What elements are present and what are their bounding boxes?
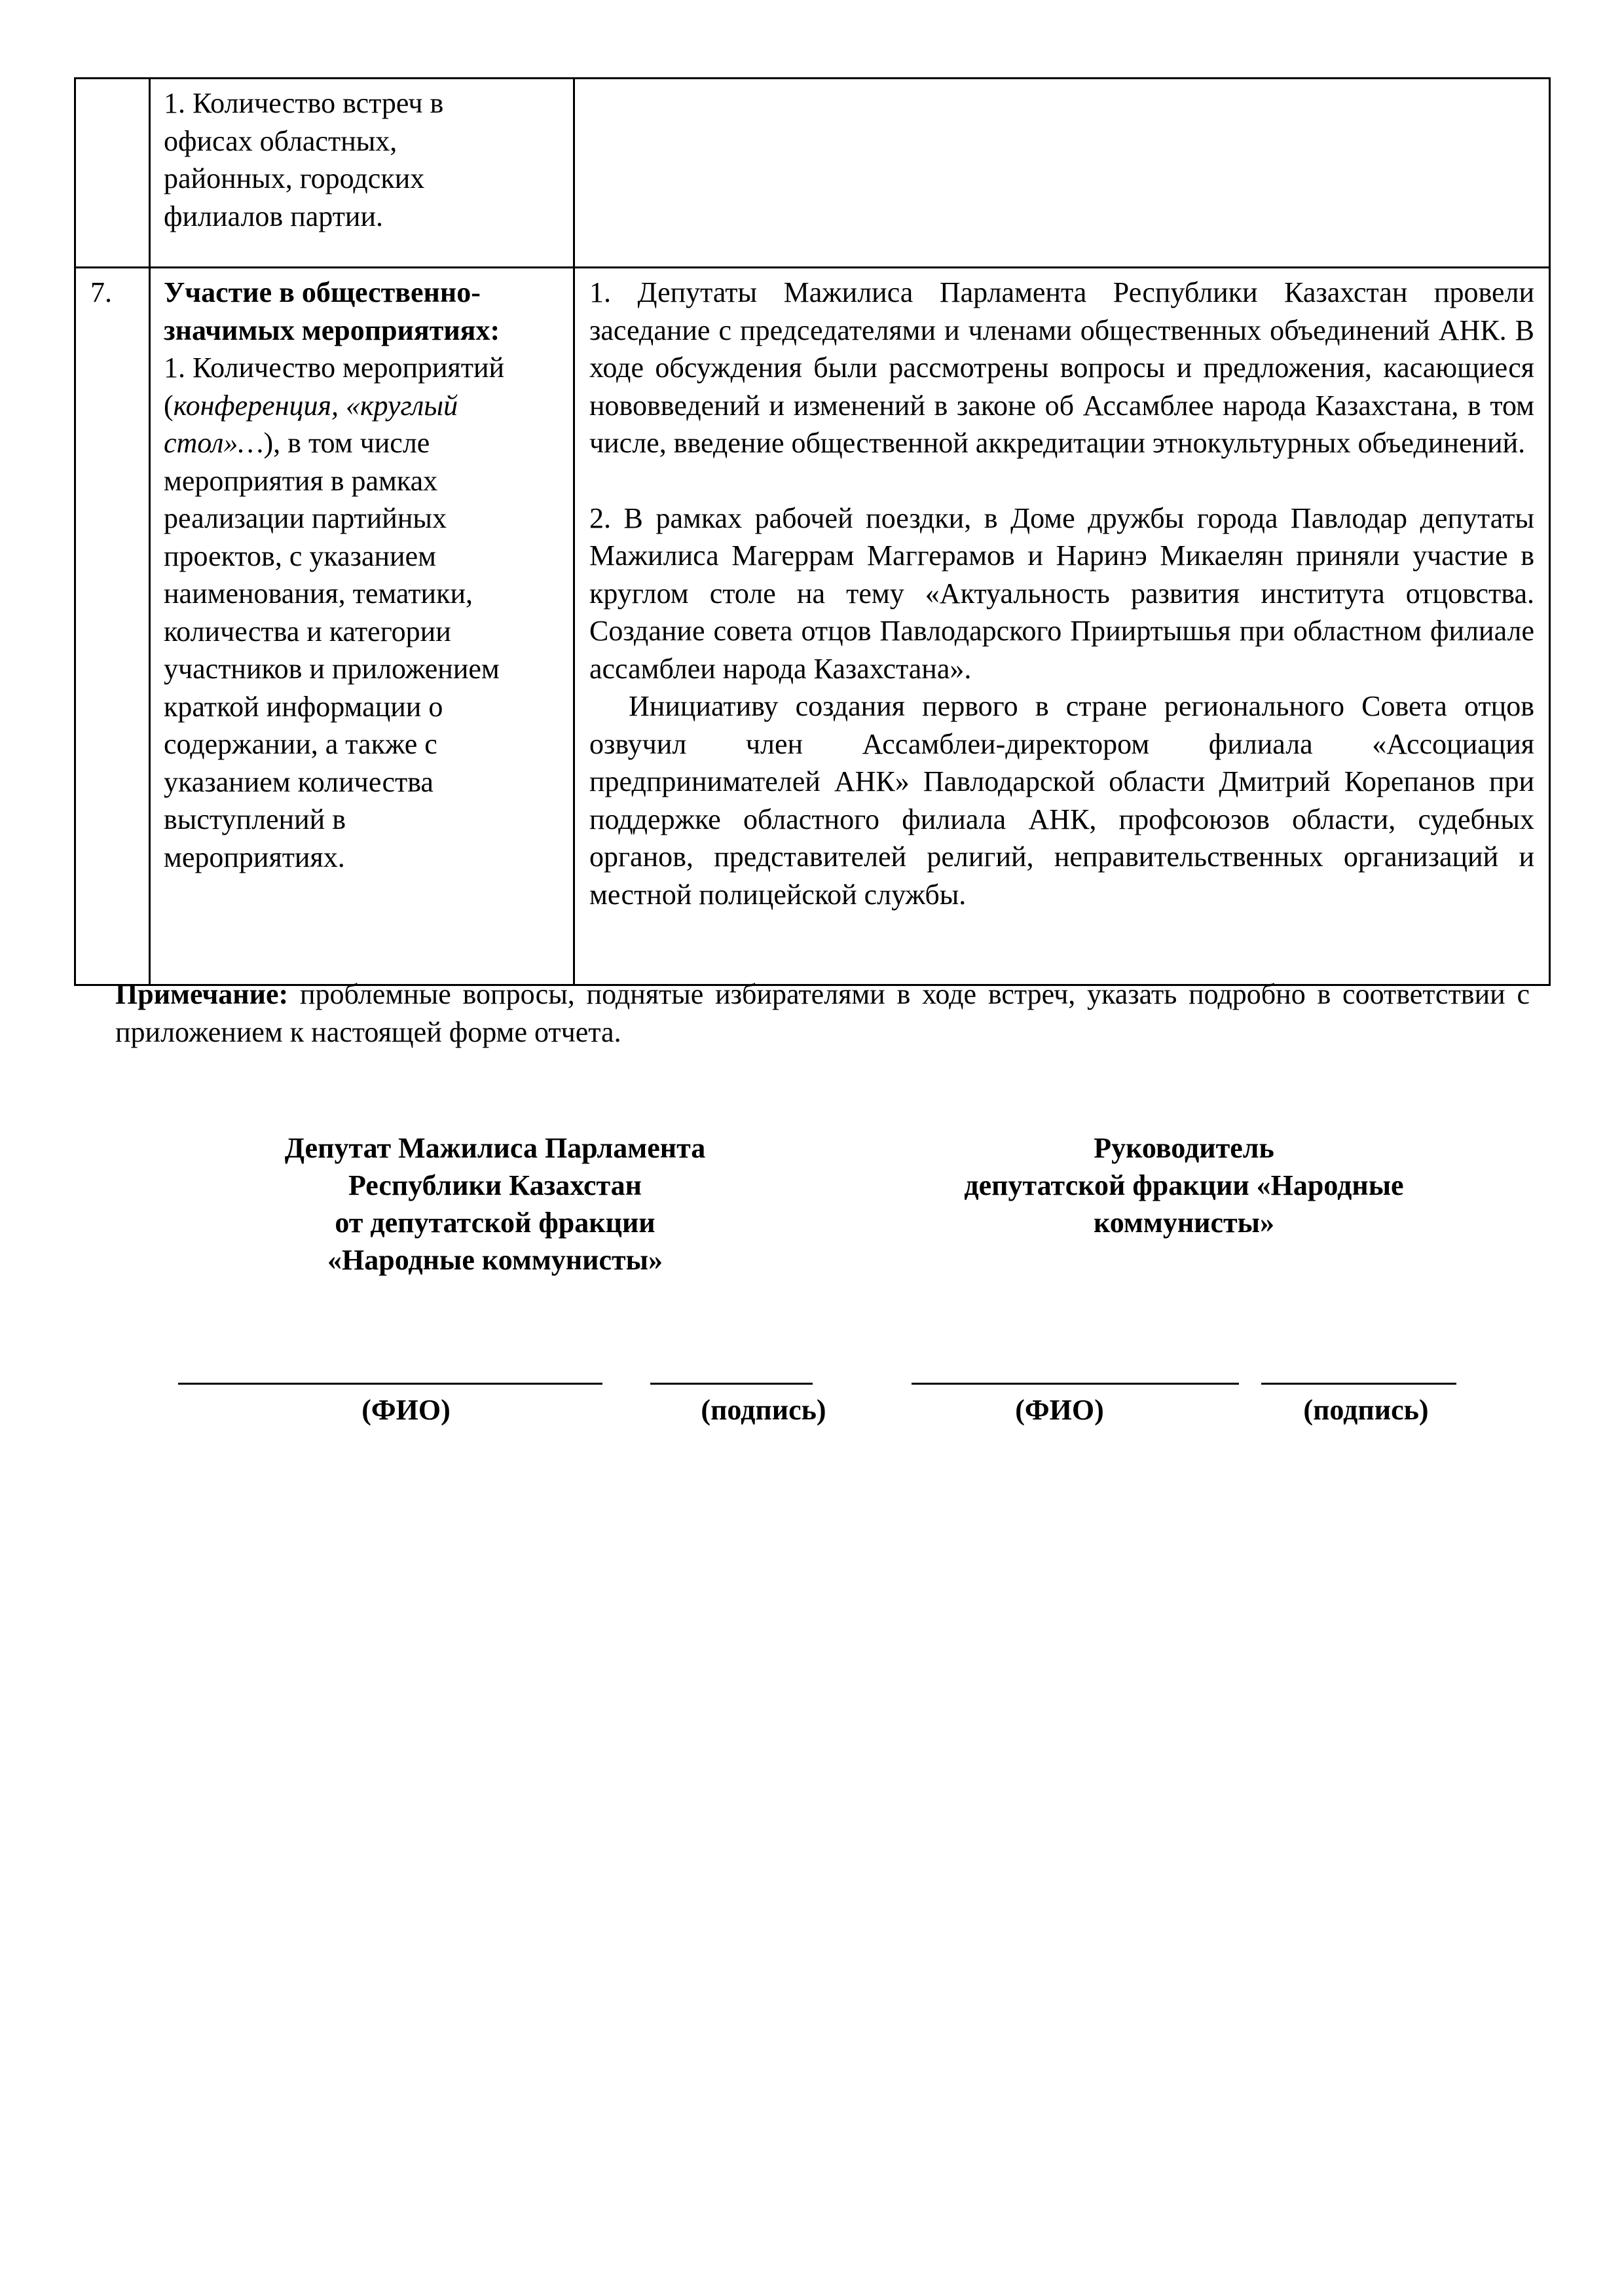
signature-caption-right: (подпись) xyxy=(1303,1394,1429,1426)
criterion-line: наименования, тематики, xyxy=(164,577,473,610)
criterion-line-rest: ), в том числе xyxy=(263,427,430,459)
signature-title-line: от депутатской фракции xyxy=(335,1207,655,1239)
criterion-paren: ( xyxy=(164,389,174,422)
criterion-line: краткой информации о xyxy=(164,690,443,723)
table-row xyxy=(75,268,1550,985)
report-text-cell xyxy=(574,268,1550,985)
report-paragraph: Инициативу создания первого в стране регионального Совета отцов озвучил член Ассамблеи-директором филиала «Ассоциация предпринимателей АНК» Павлодарской области Дмитрий Корепанов при поддержке областного филиала АНК, профсоюзов области, судебных органов, представителей религий, неправительственных организаций и местной полицейской службы. xyxy=(589,690,1534,911)
signature-title-right xyxy=(922,1129,1446,1241)
criterion-line: содержании, а также с xyxy=(164,728,437,760)
fio-line-right xyxy=(912,1383,1239,1385)
signature-title-line: коммунисты» xyxy=(1093,1207,1275,1239)
report-paragraph: 1. Депутаты Мажилиса Парламента Республики Казахстан провели заседание с председателями и членами общественных объединений АНК. В ходе обсуждения были рассмотрены вопросы и предложения, касающиеся нововведений и изменений в законе об Ассамблее народа Казахстана, в том числе, введение общественной аккредитации этнокультурных объединений. xyxy=(589,276,1534,459)
criterion-line: офисах областных, xyxy=(164,124,397,157)
criterion-line: реализации партийных xyxy=(164,502,447,534)
criterion-line xyxy=(164,424,566,462)
signature-caption-left: (подпись) xyxy=(701,1394,826,1426)
criterion-line: участников и приложением xyxy=(164,653,500,685)
signature-title-line: Руководитель xyxy=(1094,1132,1274,1164)
signature-title-left xyxy=(233,1129,757,1279)
criterion-line: мероприятиях. xyxy=(164,841,345,873)
note xyxy=(115,975,1530,1051)
criterion-line: количества и категории xyxy=(164,615,451,647)
note-text: проблемные вопросы, поднятые избирателями в ходе встреч, указать подробно в соответствии с приложением к настоящей форме отчета. xyxy=(115,978,1530,1048)
report-text-cell xyxy=(574,79,1550,268)
criterion-italic: стол»… xyxy=(164,427,264,459)
criterion-line: мероприятия в рамках xyxy=(164,464,438,497)
signature-title-line: «Народные коммунисты» xyxy=(327,1244,663,1276)
report-table xyxy=(74,77,1551,986)
fio-caption-left: (ФИО) xyxy=(361,1394,451,1426)
criterion-title: Участие в общественно- xyxy=(164,276,481,308)
criterion-line: проектов, с указанием xyxy=(164,539,436,572)
table-row xyxy=(75,79,1550,268)
fio-line-left xyxy=(178,1383,602,1385)
row-number-cell: 7. xyxy=(75,268,150,985)
criterion-line xyxy=(164,387,566,425)
criterion-cell xyxy=(150,79,574,268)
signature-line-left xyxy=(650,1383,813,1385)
criterion-line: указанием количества xyxy=(164,765,434,798)
report-paragraph: 2. В рамках рабочей поездки, в Доме дружбы города Павлодар депутаты Мажилиса Магеррам Маггерамов и Наринэ Микаелян приняли участие в круглом столе на тему «Актуальность развития института отцовства. Создание совета отцов Павлодарского Прииртышья при областном филиале ассамблеи народа Казахстана». xyxy=(589,501,1534,685)
criterion-line: 1. Количество встреч в xyxy=(164,87,444,119)
criterion-line: 1. Количество мероприятий xyxy=(164,352,505,384)
signature-line-right xyxy=(1261,1383,1456,1385)
row-number-cell xyxy=(75,79,150,268)
note-label: Примечание: xyxy=(115,978,289,1010)
signature-title-line: депутатской фракции «Народные xyxy=(964,1169,1404,1201)
paragraph-spacer xyxy=(589,462,1534,500)
criterion-line: филиалов партии. xyxy=(164,200,384,232)
signature-title-line: Депутат Мажилиса Парламента xyxy=(284,1132,706,1164)
criterion-cell xyxy=(150,268,574,985)
fio-caption-right: (ФИО) xyxy=(1015,1394,1104,1426)
criterion-italic: конференция, «круглый xyxy=(173,389,458,422)
criterion-line: выступлений в xyxy=(164,803,346,835)
signature-title-line: Республики Казахстан xyxy=(348,1169,642,1201)
criterion-line: районных, городских xyxy=(164,162,425,194)
criterion-title: значимых мероприятиях: xyxy=(164,314,500,346)
